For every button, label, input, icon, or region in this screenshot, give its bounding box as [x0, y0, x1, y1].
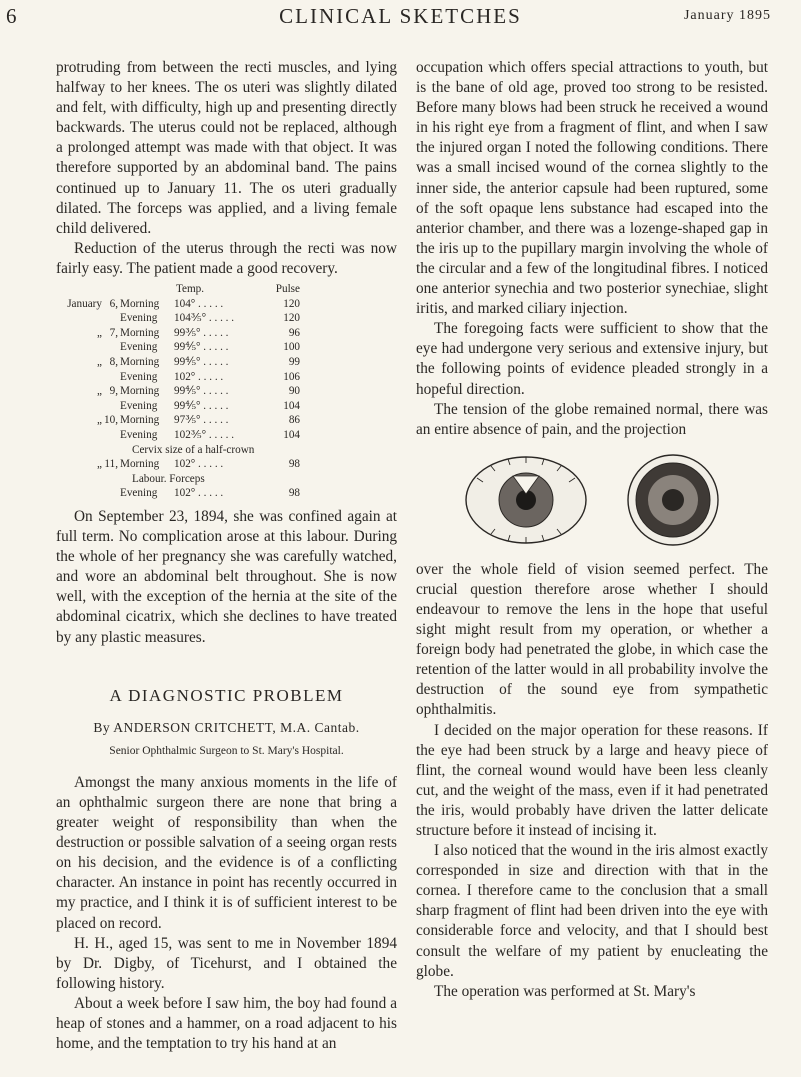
temp-cell: 104⅗° . . . . .: [174, 312, 235, 325]
temp-cell: 99⅘° . . . . .: [174, 356, 229, 368]
iris-wound-illustration: [463, 454, 589, 546]
period-cell: Morning: [120, 326, 160, 339]
right-column: [416, 58, 768, 1002]
temp-cell: 102° . . . . .: [174, 458, 224, 471]
day-cell: 9,: [109, 385, 118, 398]
day-cell: 7,: [109, 326, 118, 339]
month-cell: [56, 311, 104, 326]
period-cell: Morning: [120, 385, 160, 398]
table-row: [56, 355, 300, 370]
temp-cell: 99⅘° . . . . .: [174, 341, 229, 354]
day-cell: 11,: [104, 458, 118, 471]
period-cell: Evening: [120, 370, 158, 383]
pulse-cell: 90: [288, 385, 300, 398]
month-cell: „: [97, 385, 102, 398]
table-note-row: [56, 472, 300, 487]
pulse-cell: 98: [288, 487, 300, 500]
paragraph: The operation was performed at St. Mary's: [434, 982, 696, 1000]
month-cell: „: [97, 326, 102, 339]
table-row: [56, 413, 300, 428]
pulse-cell: 86: [288, 414, 300, 427]
pulse-cell: 96: [288, 326, 300, 339]
period-cell: Morning: [120, 297, 160, 310]
temp-cell: 102° . . . . .: [174, 370, 224, 383]
paragraph: occupation which offers special attractions to youth, but is the bane of old age, proved too strong to be resisted. Before many blows had been struck he received a wound in his right eye from a fragment of flint, and when I saw the injured organ I noted the following conditions. There was a small incised wound of the cornea slightly to the inner side, the anterior capsule had been ruptured, some of the soft opaque lens substance had escaped into the anterior chamber, and there was a lozenge-shaped gap in the iris up to the pupillary margin involving the whole of the circular and a few of the longitudinal fibres. I noticed one anterior synechia and two posterior synechiae, slight iritis, and marked ciliary injection.: [416, 59, 768, 318]
article-title: A DIAGNOSTIC PROBLEM: [109, 685, 344, 705]
author-affiliation: Senior Ophthalmic Surgeon to St. Mary's Hospital.: [109, 744, 344, 757]
page-header: [0, 4, 801, 34]
temp-cell: 102⅗° . . . . .: [174, 428, 235, 441]
table-row: [56, 297, 300, 312]
temp-cell: 104° . . . . .: [174, 297, 224, 310]
period-cell: Evening: [120, 312, 158, 325]
empty-cell: [56, 443, 104, 458]
paragraph: I also noticed that the wound in the iris almost exactly corresponded in size and direction with that in the cornea. I therefore came to the conclusion that a small sharp fragment of flint had been driven into the eye with considerable force and velocity, and that I should best consult the welfare of my patient by enucleating the globe.: [416, 842, 768, 980]
day-cell: [104, 340, 120, 355]
paragraph: On September 23, 1894, she was confined again at full term. No complication arose at this labour. During the whole of her pregnancy she was carefully watched, and wore an abdominal belt throughout. She is now well, with the exception of the hernia at the site of the abdominal cicatrix, which she declines to have treated by any plastic measures.: [56, 507, 397, 646]
period-cell: Evening: [120, 428, 158, 441]
month-cell: „: [97, 458, 102, 471]
pulse-cell: 120: [283, 297, 300, 310]
author-byline: By ANDERSON CRITCHETT, M.A. Cantab.: [93, 719, 360, 735]
eye-illustrations: [416, 452, 768, 548]
temp-cell: 99⅗° . . . . .: [174, 326, 229, 339]
empty-cell: [104, 472, 120, 487]
month-cell: [56, 428, 104, 443]
empty-cell: [104, 443, 120, 458]
temp-column-header: Temp.: [175, 283, 205, 296]
day-cell: [104, 370, 120, 385]
paragraph: Reduction of the uterus through the recti was now fairly easy. The patient made a good recovery.: [56, 239, 397, 277]
table-row: [56, 311, 300, 326]
paragraph: over the whole field of vision seemed perfect. The crucial question therefore arose whether I should endeavour to remove the lens in the hope that useful sight might result from my operation, or whether a foreign body had penetrated the globe, in which case the retention of the latter would in all probability involve the destruction of the sound eye from sympathetic ophthalmitis.: [416, 560, 768, 719]
empty-cell: [104, 486, 120, 501]
labour-note: Labour. Forceps: [132, 472, 205, 485]
month-cell: „: [97, 414, 102, 427]
day-cell: 10,: [104, 414, 118, 427]
day-cell: 8,: [109, 356, 118, 368]
period-cell: Morning: [120, 356, 160, 368]
pulse-cell: 106: [283, 370, 300, 383]
cervix-note: Cervix size of a half-crown: [132, 443, 255, 456]
pulse-cell: 99: [288, 356, 300, 368]
paragraph: About a week before I saw him, the boy had found a heap of stones and a hammer, on a road adjacent to his home, and the temptation to try his hand at an: [56, 994, 397, 1053]
empty-cell: [56, 486, 104, 501]
period-cell: Evening: [120, 399, 158, 412]
day-cell: [104, 399, 120, 414]
table-row: [56, 384, 300, 399]
pulse-cell: 104: [283, 428, 300, 441]
table-note-row: [56, 443, 300, 458]
month-cell: January: [67, 297, 102, 310]
period-cell: Evening: [120, 487, 158, 500]
pulse-cell: 100: [283, 341, 300, 354]
table-row: [56, 428, 300, 443]
temp-cell: 99⅘° . . . . .: [174, 399, 229, 412]
day-cell: [104, 428, 120, 443]
paragraph: protruding from between the recti muscles, and lying halfway to her knees. The os uteri was slightly dilated and felt, with difficulty, high up and presenting directly backwards. The uterus could not be replaced, although a prolonged attempt was made with that object. It was therefore supported by an abdominal band. The pains continued up to January 11. The os uteri gradually dilated. The forceps was applied, and a living female child delivered.: [56, 59, 397, 237]
pulse-cell: 98: [288, 458, 300, 471]
globe-section-illustration: [625, 452, 721, 548]
table-row: [56, 399, 300, 414]
paragraph: I decided on the major operation for these reasons. If the eye had been struck by a large and heavy piece of flint, the corneal wound would have been less cleanly cut, and the weight of the mass, even if it had penetrated the iris, would probably have driven the latter delicate structure before it instead of incising it.: [416, 721, 768, 839]
table-row: [56, 486, 300, 501]
table-row: [56, 326, 300, 341]
day-cell: [104, 311, 120, 326]
period-cell: Evening: [120, 341, 158, 354]
period-cell: Morning: [120, 414, 160, 427]
paragraph: Amongst the many anxious moments in the life of an ophthalmic surgeon there are none that bring a greater weight of responsibility than when the destruction or possible salvation of a seeing organ rests on his decision, and the evidence is of a conflicting character. An instance in point has recently occurred in my practice, and I think it is of sufficient interest to be placed on record.: [56, 773, 397, 932]
paragraph: H. H., aged 15, was sent to me in November 1894 by Dr. Digby, of Ticehurst, and I obtained the following history.: [56, 934, 397, 992]
temp-cell: 99⅘° . . . . .: [174, 385, 229, 398]
pulse-cell: 104: [283, 399, 300, 412]
temperature-table: [56, 282, 300, 501]
table-row: [56, 340, 300, 355]
month-cell: [56, 370, 104, 385]
pulse-cell: 120: [283, 312, 300, 325]
table-row: [56, 457, 300, 472]
temp-cell: 97⅗° . . . . .: [174, 414, 229, 427]
day-cell: 6,: [109, 297, 118, 310]
period-cell: Morning: [120, 458, 160, 471]
month-cell: „: [97, 356, 102, 368]
paragraph: The tension of the globe remained normal, there was an entire absence of pain, and the projection: [416, 400, 768, 438]
table-header-row: [56, 282, 300, 297]
running-title: CLINICAL SKETCHES: [279, 4, 522, 28]
issue-date: January 1895: [683, 8, 771, 23]
month-cell: [56, 340, 104, 355]
left-column: [56, 58, 397, 1054]
pulse-column-header: Pulse: [275, 283, 300, 296]
table-row: [56, 370, 300, 385]
temp-cell: 102° . . . . .: [174, 487, 224, 500]
month-cell: [56, 399, 104, 414]
paragraph: The foregoing facts were sufficient to show that the eye had undergone very serious and extensive injury, but the following points of evidence pleaded strongly in a hopeful direction.: [416, 320, 768, 398]
page-number: 6: [6, 4, 17, 28]
empty-cell: [56, 472, 104, 487]
